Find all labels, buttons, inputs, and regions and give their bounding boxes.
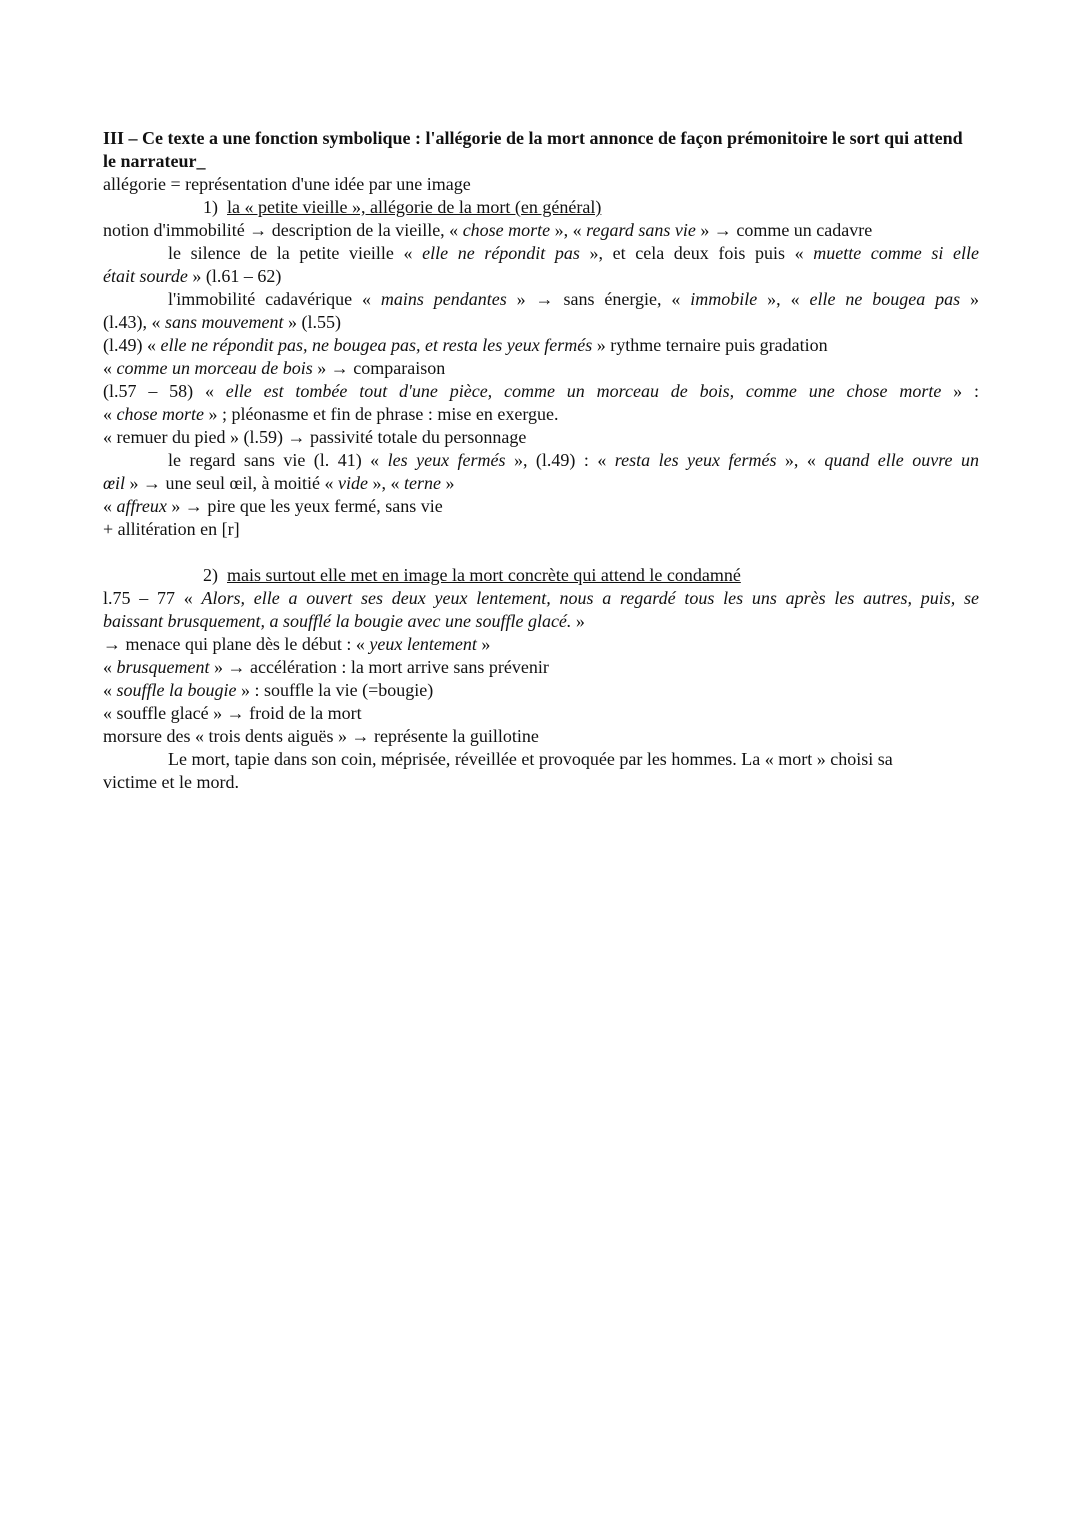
text-line <box>103 656 979 679</box>
text-fragment: » → pire que les yeux fermé, sans vie <box>166 496 443 516</box>
text-fragment: », « <box>776 450 825 470</box>
text-fragment: le silence de la petite vieille « <box>168 243 423 263</box>
document-page <box>103 127 979 794</box>
quote-fragment: immobile <box>690 289 758 309</box>
quote-fragment: regard sans vie <box>586 220 696 240</box>
text-fragment: », et cela deux fois puis « <box>579 243 814 263</box>
quote-fragment: était sourde <box>103 266 188 286</box>
quote-fragment: comme un morceau de bois <box>116 358 313 378</box>
text-fragment: « <box>103 680 117 700</box>
text-line <box>103 702 979 725</box>
text-fragment: » <box>571 611 585 631</box>
text-line <box>103 725 979 748</box>
text-fragment: » (l.61 – 62) <box>187 266 282 286</box>
part1-heading: 1) la « petite vieille », allégorie de la mort (en général) <box>203 197 602 217</box>
text-fragment: + allitération en [r] <box>103 519 240 539</box>
text-fragment: le regard sans vie (l. 41) « <box>168 450 388 470</box>
quote-fragment: brusquement <box>116 657 210 677</box>
text-line <box>103 357 979 380</box>
text-fragment: », « <box>757 289 810 309</box>
text-line <box>103 495 979 518</box>
quote-fragment: muette comme si elle <box>813 243 979 263</box>
text-line <box>103 679 979 702</box>
text-line <box>103 472 979 495</box>
text-fragment: (l.43), « <box>103 312 165 332</box>
text-line <box>103 380 979 403</box>
text-line <box>103 633 979 656</box>
text-line <box>103 311 979 334</box>
text-fragment: » → comparaison <box>312 358 446 378</box>
quote-fragment: quand elle ouvre un <box>824 450 979 470</box>
part2-body <box>103 587 979 748</box>
text-fragment: », « <box>367 473 404 493</box>
quote-fragment: baissant brusquement, a soufflé la bougie avec une souffle glacé. <box>103 611 572 631</box>
text-fragment: », « <box>550 220 587 240</box>
text-fragment: » rythme ternaire puis gradation <box>592 335 828 355</box>
text-fragment: « remuer du pied » (l.59) → passivité totale du personnage <box>103 427 527 447</box>
text-fragment: morsure des « trois dents aiguës » → représente la guillotine <box>103 726 539 746</box>
text-fragment: » (l.55) <box>283 312 341 332</box>
quote-fragment: sans mouvement <box>165 312 284 332</box>
text-fragment: », (l.49) : « <box>505 450 615 470</box>
text-line <box>103 518 979 541</box>
quote-fragment: elle ne répondit pas <box>422 243 580 263</box>
text-fragment: » → une seul œil, à moitié « <box>125 473 338 493</box>
text-fragment: » : souffle la vie (=bougie) <box>236 680 434 700</box>
text-fragment: » ; pléonasme et fin de phrase : mise en exergue. <box>203 404 559 424</box>
text-fragment: « <box>103 657 117 677</box>
definition-line: allégorie = représentation d'une idée par une image <box>103 174 471 194</box>
text-line <box>103 426 979 449</box>
text-fragment: (l.49) « <box>103 335 161 355</box>
quote-fragment: souffle la bougie <box>116 680 237 700</box>
text-line <box>103 242 979 265</box>
quote-fragment: yeux lentement <box>369 634 477 654</box>
quote-fragment: affreux <box>116 496 167 516</box>
quote-fragment: chose morte <box>116 404 204 424</box>
quote-fragment: vide <box>337 473 368 493</box>
text-fragment: » <box>476 634 491 654</box>
part1-body <box>103 219 979 541</box>
text-fragment: l'immobilité cadavérique « <box>168 289 381 309</box>
section-title: III – Ce texte a une fonction symbolique : l'allégorie de la mort annonce de façon prémonitoire le sort qui attend le narrateur_ <box>103 128 963 171</box>
quote-fragment: les yeux fermés <box>387 450 506 470</box>
quote-fragment: chose morte <box>462 220 551 240</box>
text-line <box>103 265 979 288</box>
text-fragment: » → accélération : la mort arrive sans prévenir <box>209 657 549 677</box>
spacer <box>103 541 979 564</box>
text-fragment: » <box>960 289 980 309</box>
text-line <box>103 587 979 610</box>
quote-fragment: elle est tombée tout d'une pièce, comme un morceau de bois, comme une chose morte <box>225 381 942 401</box>
text-fragment: » : <box>941 381 979 401</box>
text-fragment: » → comme un cadavre <box>695 220 873 240</box>
text-line <box>103 334 979 357</box>
text-line <box>103 288 979 311</box>
text-fragment: « <box>103 404 117 424</box>
text-fragment: l.75 – 77 « <box>103 588 202 608</box>
text-fragment: « <box>103 358 117 378</box>
conclusion-line: victime et le mord. <box>103 772 239 792</box>
part2-heading: 2) mais surtout elle met en image la mort concrète qui attend le condamné <box>203 565 741 585</box>
quote-fragment: œil <box>103 473 126 493</box>
text-fragment: notion d'immobilité → description de la vieille, « <box>103 220 463 240</box>
quote-fragment: terne <box>403 473 441 493</box>
text-fragment: « <box>103 496 117 516</box>
text-line <box>103 403 979 426</box>
quote-fragment: Alors, elle a ouvert ses deux yeux lentement, nous a regardé tous les uns après les autres, puis, se <box>201 588 979 608</box>
text-fragment: « souffle glacé » → froid de la mort <box>103 703 362 723</box>
conclusion-line: Le mort, tapie dans son coin, méprisée, réveillée et provoquée par les hommes. La « mort » choisi sa <box>168 749 893 769</box>
text-fragment: → menace qui plane dès le début : « <box>103 634 370 654</box>
text-fragment: (l.57 – 58) « <box>103 381 226 401</box>
text-fragment: » → sans énergie, « <box>506 289 691 309</box>
text-line <box>103 610 979 633</box>
text-line <box>103 449 979 472</box>
text-fragment: » <box>440 473 455 493</box>
text-line <box>103 219 979 242</box>
quote-fragment: elle ne bougea pas <box>809 289 961 309</box>
quote-fragment: elle ne répondit pas, ne bougea pas, et resta les yeux fermés <box>160 335 593 355</box>
quote-fragment: resta les yeux fermés <box>614 450 777 470</box>
quote-fragment: mains pendantes <box>380 289 507 309</box>
